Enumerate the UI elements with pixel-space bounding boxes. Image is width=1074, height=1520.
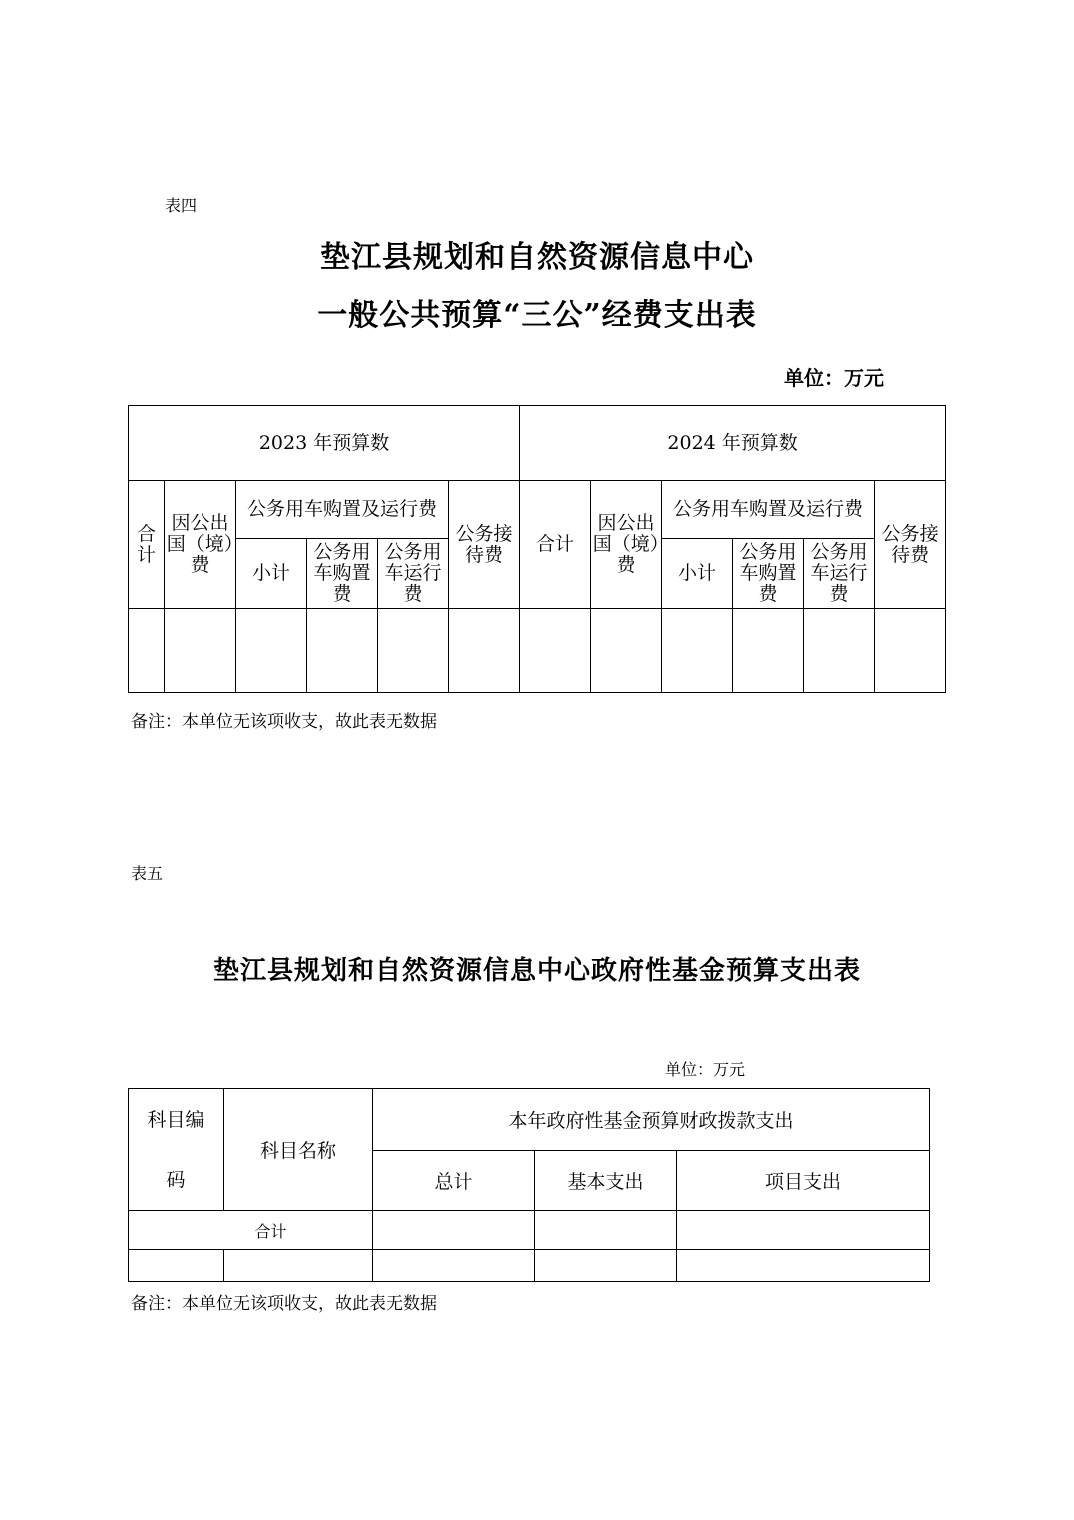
- header-vehicle-group-2024: 公务用车购置及运行费: [662, 481, 875, 539]
- table4-label: 表四: [165, 196, 198, 215]
- government-fund-table: [128, 1088, 930, 1282]
- header-vehicle-group-2023: 公务用车购置及运行费: [236, 481, 449, 539]
- table4-note: 备注：本单位无该项收支，故此表无数据: [131, 712, 437, 732]
- header-vehicle-purchase-2023: 公务用车购置费: [307, 539, 378, 609]
- table5-title: 垫江县规划和自然资源信息中心政府性基金预算支出表: [212, 956, 861, 986]
- header-vehicle-operation-2023: 公务用车运行费: [378, 539, 449, 609]
- header-grand-total: 总计: [373, 1151, 535, 1211]
- table-row: [129, 609, 946, 693]
- table4-unit: 单位：万元: [784, 366, 884, 390]
- table-row: [129, 1211, 930, 1250]
- year-header-2023: 2023 年预算数: [129, 406, 520, 481]
- table5-note: 备注：本单位无该项收支，故此表无数据: [131, 1294, 437, 1314]
- header-total-2024: 合计: [520, 481, 591, 609]
- table4-title-line2: 一般公共预算“三公”经费支出表: [317, 298, 757, 333]
- header-vehicle-purchase-2024: 公务用车购置费: [733, 539, 804, 609]
- header-fund-group: 本年政府性基金预算财政拨款支出: [373, 1089, 930, 1151]
- header-vehicle-operation-2024: 公务用车运行费: [804, 539, 875, 609]
- header-reception-2023: 公务接待费: [449, 481, 520, 609]
- header-reception-2024: 公务接待费: [875, 481, 946, 609]
- header-basic-expense: 基本支出: [535, 1151, 677, 1211]
- table5-unit: 单位：万元: [665, 1060, 746, 1079]
- three-public-expense-table: [128, 405, 946, 693]
- header-subtotal-2024: 小计: [662, 539, 733, 609]
- header-subject-name: 科目名称: [224, 1089, 373, 1211]
- total-row-label: 合计: [129, 1211, 373, 1250]
- year-header-2024: 2024 年预算数: [520, 406, 946, 481]
- header-abroad-2023: 因公出国（境）费: [165, 481, 236, 609]
- header-subject-code: 科目编 码: [129, 1089, 224, 1211]
- header-project-expense: 项目支出: [677, 1151, 930, 1211]
- header-abroad-2024: 因公出国（境）费: [591, 481, 662, 609]
- table4-title-line1: 垫江县规划和自然资源信息中心: [320, 240, 754, 275]
- header-subtotal-2023: 小计: [236, 539, 307, 609]
- table5-label: 表五: [131, 864, 164, 883]
- header-total-2023: 合计: [129, 481, 165, 609]
- table-row: [129, 1250, 930, 1282]
